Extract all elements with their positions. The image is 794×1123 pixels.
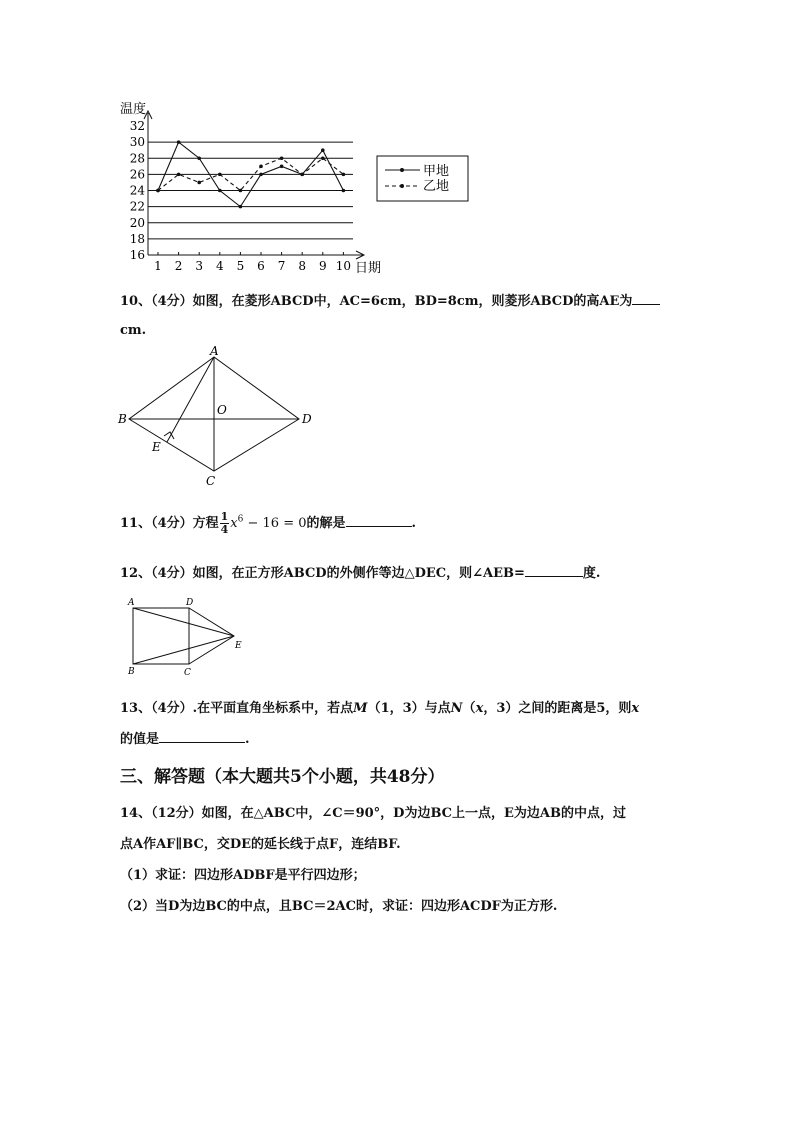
segment-ae (133, 608, 234, 636)
label-E: E (235, 641, 242, 651)
series-0-point-9 (321, 148, 325, 152)
x-axis-label: 日期 (355, 261, 382, 276)
segment-be (133, 636, 234, 664)
series-1-point-5 (239, 189, 243, 193)
chart-axes (130, 111, 364, 273)
x-tick-10: 10 (335, 259, 352, 273)
q13-M: M (353, 701, 368, 716)
question-14-line2: 点A作AF∥BC，交DE的延长线于点F，连结BF. (120, 837, 401, 852)
q13-line2-prefix: 的值是 (120, 732, 160, 747)
q11-exp: 6 (237, 514, 244, 525)
q11-frac-num: 1 (220, 510, 229, 523)
series-1-point-9 (321, 156, 325, 160)
rhombus-figure (112, 345, 317, 490)
q13-blank[interactable] (159, 730, 245, 743)
label-A: A (128, 598, 135, 608)
q13-p2: （1，3）与点 (367, 701, 451, 716)
x-tick-1: 1 (154, 259, 162, 273)
label-C: C (184, 668, 191, 678)
legend-marker-jia (400, 168, 404, 172)
legend-marker-yi (400, 184, 404, 188)
y-tick-26: 26 (129, 167, 145, 182)
series-0-point-3 (197, 156, 201, 160)
label-D: D (302, 412, 312, 426)
series-1-point-1 (156, 189, 160, 193)
series-0-point-2 (177, 140, 181, 144)
q13-line2-end: . (245, 732, 250, 747)
series-0-point-5 (239, 205, 243, 209)
y-tick-30: 30 (129, 135, 145, 150)
x-tick-4: 4 (215, 259, 224, 273)
label-O: O (217, 403, 227, 417)
question-12 (120, 562, 600, 581)
series-0-point-6 (259, 173, 263, 177)
series-1-point-3 (197, 181, 201, 185)
y-tick-20: 20 (129, 215, 145, 230)
label-D: D (186, 598, 194, 608)
x-tick-9: 9 (318, 259, 327, 273)
q13-x2: x (631, 701, 640, 716)
x-tick-2: 2 (174, 259, 183, 273)
square-abcd (133, 608, 189, 664)
x-tick-6: 6 (257, 259, 265, 273)
q10-unit: cm. (120, 323, 147, 338)
label-E: E (152, 440, 161, 454)
q11-end: . (411, 516, 417, 531)
question-11 (120, 511, 416, 536)
label-B: B (128, 667, 135, 677)
q12-text: 12、（4分）如图，在正方形ABCD的外侧作等边△DEC，则∠AEB= (120, 566, 525, 581)
series-1-point-6 (259, 165, 263, 169)
series-1-point-7 (280, 156, 284, 160)
series-1-point-10 (342, 173, 346, 177)
series-0-point-4 (218, 189, 222, 193)
series-1-point-8 (300, 173, 304, 177)
y-tick-22: 22 (129, 199, 145, 214)
x-tick-7: 7 (277, 259, 286, 273)
label-B: B (118, 412, 127, 426)
q10-text: 10、（4分）如图，在菱形ABCD中，AC=6cm，BD=8cm，则菱形ABCD的高AE为 (120, 294, 633, 309)
triangle-dec (189, 608, 234, 664)
question-13-line2 (120, 728, 250, 747)
y-axis-label: 温度 (120, 102, 147, 117)
y-tick-32: 32 (129, 119, 145, 133)
question-14-part1: （1）求证：四边形ADBF是平行四边形； (120, 868, 366, 883)
temperature-line-chart (110, 95, 470, 280)
q13-p4: ，3）之间的距离是5，则 (483, 701, 632, 716)
q13-N: N (450, 701, 463, 716)
q11-blank[interactable] (346, 514, 412, 527)
q11-rest: − 16 = 0 (243, 516, 307, 531)
chart-legend (377, 156, 468, 201)
y-tick-24: 24 (129, 183, 145, 198)
question-14-part2: （2）当D为边BC的中点，且BC＝2AC时，求证：四边形ACDF为正方形. (120, 899, 558, 914)
square-triangle-figure (122, 596, 252, 681)
q12-blank[interactable] (525, 564, 583, 577)
q11-fraction (220, 511, 230, 536)
q11-frac-den: 4 (220, 523, 229, 536)
series-0-point-10 (342, 189, 346, 193)
y-tick-28: 28 (129, 151, 145, 166)
q10-blank[interactable] (632, 292, 660, 305)
legend-label-jia: 甲地 (423, 164, 450, 179)
x-tick-8: 8 (298, 259, 307, 273)
question-10 (120, 290, 660, 309)
y-tick-18: 18 (129, 231, 145, 246)
section-3-heading: 三、解答题（本大题共5个小题，共48分） (120, 767, 445, 787)
q13-p1: 13、（4分）.在平面直角坐标系中，若点 (120, 701, 354, 716)
label-A: A (210, 345, 219, 358)
legend-label-yi: 乙地 (423, 179, 450, 194)
series-0-point-7 (280, 165, 284, 169)
x-tick-5: 5 (236, 259, 245, 273)
label-C: C (206, 474, 216, 488)
question-10-unit (120, 323, 146, 338)
series-1-point-4 (218, 173, 222, 177)
q12-suffix: 度. (582, 566, 601, 581)
x-tick-3: 3 (195, 259, 204, 273)
question-13 (120, 697, 639, 716)
q11-text: 11、（4分）方程 (120, 516, 219, 531)
series-1-point-2 (177, 173, 181, 177)
q11-suffix: 的解是 (306, 516, 346, 531)
question-14-line1: 14、（12分）如图，在△ABC中，∠C＝90°，D为边BC上一点，E为边AB的中点，过 (120, 806, 627, 821)
y-tick-16: 16 (129, 248, 145, 262)
q13-x1: x (475, 701, 484, 716)
q11-var: x (230, 516, 238, 531)
height-ae (167, 357, 214, 442)
q13-p3: （ (462, 701, 476, 716)
